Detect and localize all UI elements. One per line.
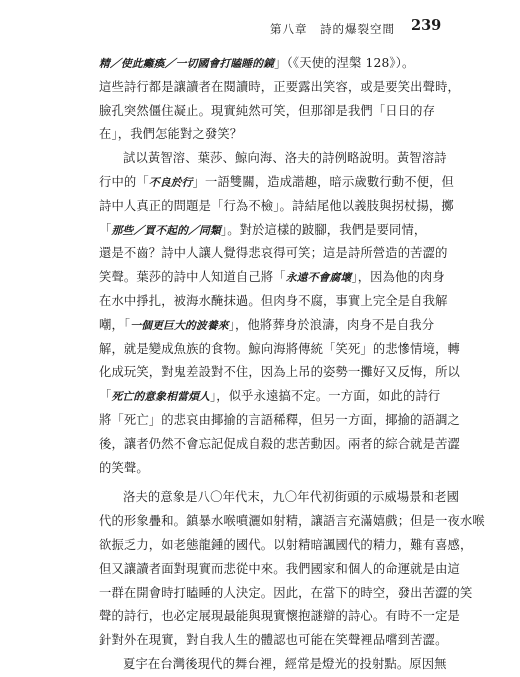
text-line [99, 605, 460, 629]
prose-text: 詩中人真正的問題是「行為不檢」。詩結尾他以義肢與拐杖揚，擲 [99, 198, 454, 213]
prose-text: 聲的詩行，也必定展現最能與現實懷抱謎辯的詩心。有時不一定是 [99, 609, 460, 624]
text-line [99, 195, 454, 219]
text-line [99, 242, 448, 266]
text-line [99, 100, 444, 124]
prose-text: 臉孔突然僵住凝止。現實純然可笑，但那卻是我們「日日的存 [99, 103, 436, 118]
prose-text: 但又讓讀者面對現實而悲從中來。我們國家和個人的命運就是由這 [99, 561, 460, 576]
prose-text: 」（《天使的涅槃 128》）。 [274, 56, 415, 70]
prose-text: 的笑聲。 [99, 460, 149, 475]
quoted-poem-text: 死亡的意象相當煩人 [111, 390, 210, 404]
prose-text: 在」，我們怎能對之發笑？ [99, 127, 243, 142]
text-line [99, 629, 448, 653]
text-line [99, 266, 444, 290]
prose-text: 解，就是變成魚族的食物。鯨向海將傳統「笑死」的悲慘情境，轉 [99, 341, 460, 356]
quoted-poem-text: 不良於行 [148, 175, 193, 189]
quoted-poem-text: 永遠不會腐壞 [285, 271, 352, 285]
page-number: 239 [411, 17, 442, 34]
prose-text: 在水中掙扎，被海水醃抹過。但肉身不腐，事實上完全是自我解 [99, 293, 448, 308]
text-line [99, 433, 460, 457]
text-line [99, 219, 444, 243]
text-line [99, 361, 460, 385]
running-header [0, 17, 520, 41]
text-line [99, 338, 460, 362]
prose-text: 」，因為他的肉身 [351, 270, 445, 285]
text-line [99, 76, 460, 100]
text-line [99, 123, 444, 147]
text-line [99, 385, 444, 409]
prose-text: 」，似乎永遠搞不定。一方面，如此的詩行 [209, 389, 441, 404]
text-line [99, 534, 473, 558]
quoted-poem-text: 一個更巨大的波養來 [130, 318, 229, 332]
prose-text: 化成玩笑，對鬼差設對不住，因為上吊的姿勢一攤好又反悔，所以 [99, 365, 460, 380]
prose-text: 試以黃智溶、葉莎、鯨向海、洛夫的詩例略說明。黃智溶詩 [123, 151, 447, 166]
body-text [99, 52, 485, 677]
text-line [99, 510, 485, 534]
text-line [99, 558, 460, 582]
prose-text: 將「死亡」的悲哀由揶揄的言語稀釋，但另一方面，揶揄的語調之 [99, 412, 460, 427]
text-line [99, 486, 460, 510]
prose-text: 夏宇在台灣後現代的舞台裡，經常是燈光的投射點。原因無 [123, 656, 447, 671]
prose-text: 行中的「 [99, 174, 149, 189]
prose-text: 代的形象疊和。鎮暴水喉噴灑如射精，讓語言充滿嬉戲；但是一夜水喉 [99, 514, 485, 529]
prose-text: 」。對於這樣的跛腳，我們是要同情， [220, 222, 427, 237]
text-line [99, 409, 460, 433]
prose-text: 一群在開會時打瞌睡的人決定。因此，在當下的時空，發出苦澀的笑 [99, 585, 473, 600]
prose-text: 洛夫的意象是八〇年代末，九〇年代初街頭的示威場景和老國 [123, 490, 460, 505]
prose-text: 針對外在現實，對自我人生的體認也可能在笑聲裡品嚐到苦澀。 [99, 633, 448, 648]
chapter-title: 第八章 詩的爆裂空間 [270, 22, 395, 36]
text-line [99, 653, 447, 677]
prose-text: 這些詩行都是讓讀者在閱讀時，正要露出笑容，或是要笑出聲時， [99, 79, 460, 94]
text-line [99, 171, 454, 195]
text-line [99, 52, 444, 76]
text-line [99, 147, 447, 171]
prose-text: 」一語雙關，造成諧趣，暗示歲數行動不便，但 [192, 174, 454, 189]
quoted-poem-text: 精／使此癱瘓／一切國會打瞌睡的鏡 [99, 57, 275, 70]
prose-text: 嘲，「 [99, 317, 131, 332]
prose-text: 」，他將葬身於浪濤，肉身不是自我分 [228, 317, 435, 332]
prose-text: 後，讓者仍然不會忘記促成自殺的悲苦動因。兩者的綜合就是苦澀 [99, 436, 460, 451]
text-line [99, 582, 473, 606]
prose-text: 笑聲。葉莎的詩中人知道自己將「 [99, 270, 286, 285]
text-line [99, 290, 448, 314]
prose-text: 「 [99, 389, 112, 404]
text-line [99, 457, 444, 481]
prose-text: 還是不齒？詩中人讓人覺得悲哀得可笑；這是詩所營造的苦澀的 [99, 246, 448, 261]
prose-text: 欲振乏力，如老態龍鍾的國代。以射精暗諷國代的精力，難有喜感， [99, 537, 473, 552]
prose-text: 「 [99, 222, 112, 237]
quoted-poem-text: 那些／買不起的／同類 [111, 223, 221, 237]
text-line [99, 314, 444, 338]
